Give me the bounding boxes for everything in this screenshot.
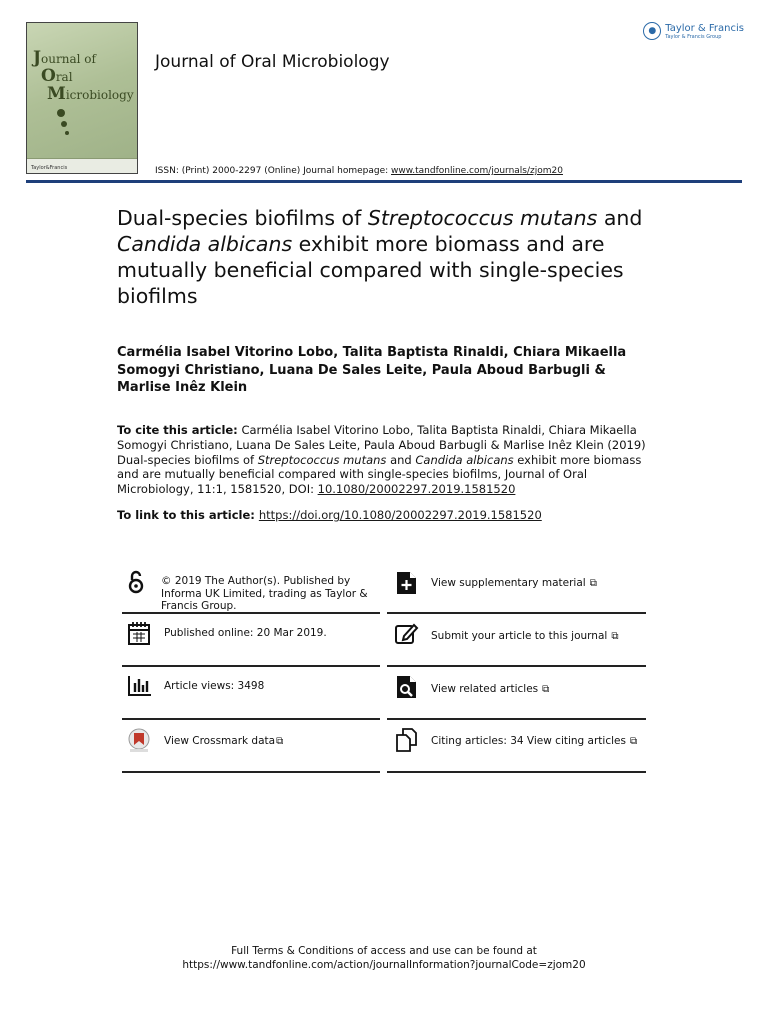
license-cell xyxy=(124,569,380,613)
license-text: © 2019 The Author(s). Published by Informa UK Limited, trading as Taylor & Francis Group. xyxy=(161,575,368,612)
footer-terms-link[interactable]: https://www.tandfonline.com/action/journalInformation?journalCode=zjom20 xyxy=(182,959,586,971)
link-label: To link to this article: xyxy=(117,508,259,522)
cite-doi-link[interactable]: 10.1080/20002297.2019.1581520 xyxy=(317,482,516,497)
cite-species: Streptococcus mutans xyxy=(257,452,387,467)
grid-divider xyxy=(122,718,380,720)
article-link-line xyxy=(117,508,657,522)
cite-label: To cite this article: xyxy=(117,423,238,437)
grid-divider xyxy=(387,665,646,667)
open-access-icon xyxy=(124,569,150,595)
title-text: and xyxy=(597,206,643,230)
article-doi-link[interactable]: https://doi.org/10.1080/20002297.2019.1581520 xyxy=(258,508,542,522)
journal-homepage-link[interactable]: www.tandfonline.com/journals/zjom20 xyxy=(391,166,563,176)
journal-title: Journal of Oral Microbiology xyxy=(155,52,390,72)
cite-text: exhibit more biomass and are mutually beneficial compared with single-species biofilms, Journal of Oral Microbiology, 11:1, 1581520, DOI: xyxy=(117,452,642,497)
cover-letter-m: M xyxy=(47,84,66,104)
title-text: exhibit more biomass and are mutually beneficial compared with single-species biofilms xyxy=(117,232,624,308)
cover-letter-o: O xyxy=(41,66,56,86)
cover-dot xyxy=(65,131,69,135)
published-date: Published online: 20 Mar 2019. xyxy=(164,627,327,639)
publisher-logo-name: Taylor & Francis xyxy=(665,22,744,34)
edit-icon xyxy=(394,621,420,647)
external-link-icon: ⧉ xyxy=(276,736,284,747)
crossmark-cell[interactable] xyxy=(127,727,380,753)
cover-text-line2: ral xyxy=(55,70,73,84)
grid-divider xyxy=(387,771,646,773)
citing-articles-icon xyxy=(394,727,420,753)
grid-divider xyxy=(122,665,380,667)
calendar-icon xyxy=(127,620,153,646)
issn-line xyxy=(155,166,563,176)
external-link-icon: ⧉ xyxy=(542,684,550,695)
related-articles-link[interactable]: View related articles xyxy=(431,683,539,695)
cover-publisher: Taylor&Francis xyxy=(31,165,68,171)
bar-chart-icon xyxy=(127,673,153,699)
publisher-logo-icon: ● xyxy=(643,22,661,40)
cover-footer-bar xyxy=(27,158,137,173)
grid-divider xyxy=(122,771,380,773)
cover-dot xyxy=(61,121,67,127)
article-views: Article views: 3498 xyxy=(164,680,265,692)
publisher-logo[interactable] xyxy=(643,22,744,40)
cite-text: Carmélia Isabel Vitorino Lobo, Talita Baptista Rinaldi, Chiara Mikaella Somogyi Christiano, Luana De Sales Leite, Paula Aboud Barbugli & Marlise Inêz Klein (2019) Dual-species biofilms of xyxy=(117,423,646,467)
published-cell xyxy=(127,620,380,646)
footer xyxy=(0,944,768,972)
citing-articles-link[interactable]: Citing articles: 34 View citing articles xyxy=(431,735,626,747)
crossmark-link[interactable]: View Crossmark data xyxy=(164,735,276,747)
cover-dot xyxy=(57,109,65,117)
authors: Carmélia Isabel Vitorino Lobo, Talita Baptista Rinaldi, Chiara Mikaella Somogyi Christiano, Luana De Sales Leite, Paula Aboud Barbugli & Marlise Inêz Klein xyxy=(117,345,627,395)
title-text: Dual-species biofilms of xyxy=(117,206,368,230)
cover-letter-j: J xyxy=(33,48,42,68)
cover-text-line1: ournal of xyxy=(41,52,96,66)
grid-divider xyxy=(387,612,646,614)
submit-cell[interactable] xyxy=(394,621,646,647)
issn-text: ISSN: (Print) 2000-2297 (Online) Journal homepage: xyxy=(155,166,391,176)
cite-species: Candida albicans xyxy=(415,452,514,467)
article-title xyxy=(117,205,657,309)
supplementary-plus-icon xyxy=(394,570,420,596)
header-rule xyxy=(26,180,742,183)
supplementary-cell[interactable] xyxy=(394,570,646,596)
grid-divider xyxy=(122,612,380,614)
cover-text-line3: icrobiology xyxy=(65,88,134,102)
title-species: Streptococcus mutans xyxy=(367,206,598,230)
grid-divider xyxy=(387,718,646,720)
publisher-logo-sub: Taylor & Francis Group xyxy=(665,33,722,40)
external-link-icon: ⧉ xyxy=(611,631,619,642)
cite-text: and xyxy=(386,452,416,467)
citation-block xyxy=(117,423,657,497)
journal-cover-thumbnail xyxy=(26,22,138,174)
related-cell[interactable] xyxy=(394,674,646,700)
views-cell xyxy=(127,673,380,699)
citing-cell[interactable] xyxy=(394,727,646,753)
footer-line1: Full Terms & Conditions of access and use can be found at xyxy=(231,945,537,957)
supplementary-link[interactable]: View supplementary material xyxy=(431,577,586,589)
title-species: Candida albicans xyxy=(117,232,293,256)
external-link-icon: ⧉ xyxy=(589,578,597,589)
external-link-icon: ⧉ xyxy=(629,736,638,747)
submit-link[interactable]: Submit your article to this journal xyxy=(431,630,608,642)
crossmark-icon xyxy=(127,727,153,753)
related-search-icon xyxy=(394,674,420,700)
